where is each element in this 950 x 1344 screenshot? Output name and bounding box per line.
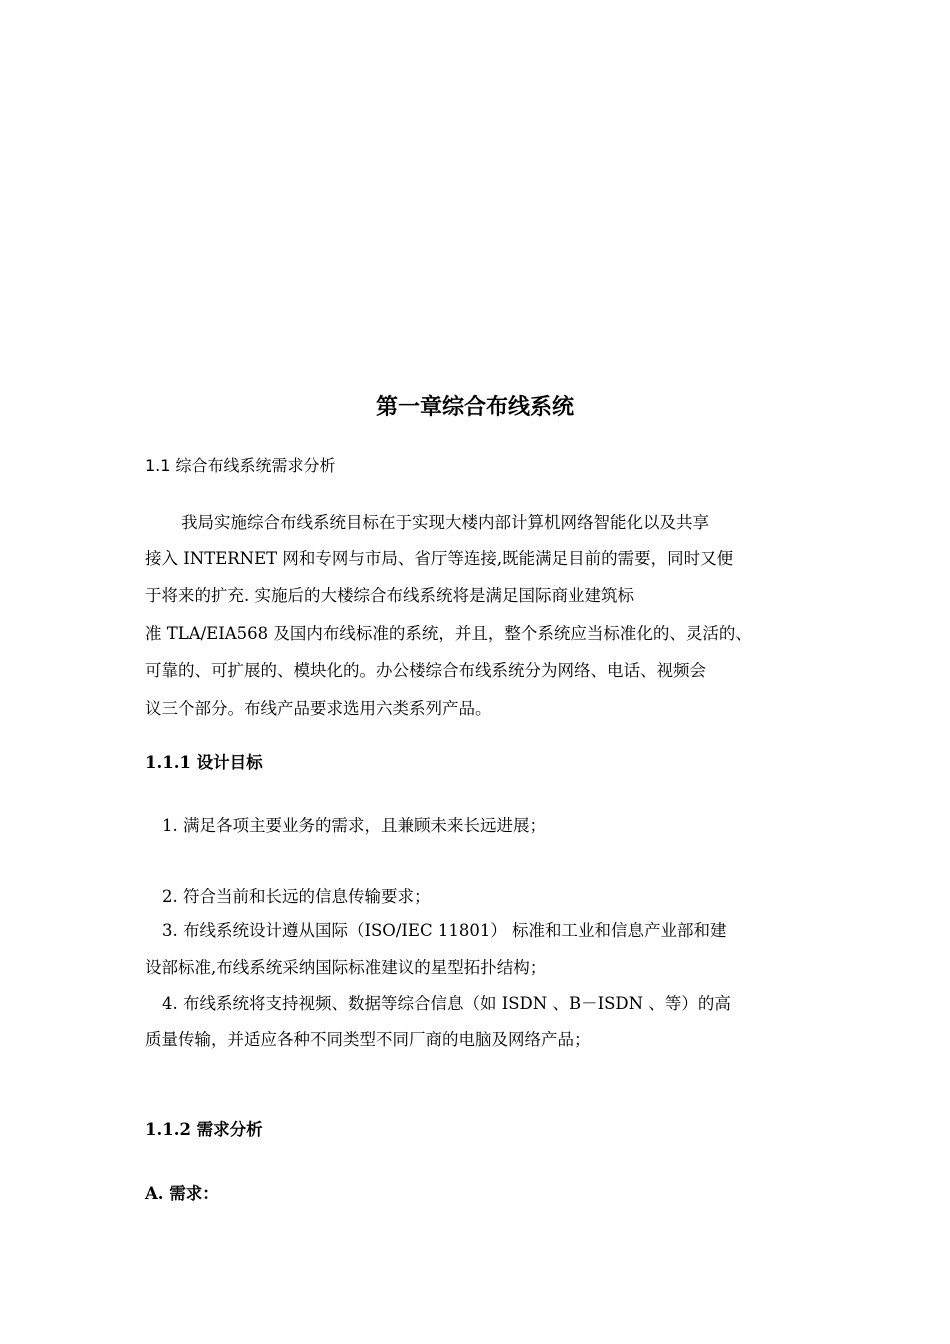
section-heading: 1.1 综合布线系统需求分析 (145, 456, 336, 475)
list-item: 1. 满足各项主要业务的需求，且兼顾未来长远进展； (162, 816, 546, 835)
list-item: 3. 布线系统设计遵从国际（ISO/IEC 11801） 标准和工业和信息产业部和建 (162, 921, 727, 940)
list-item: 2. 符合当前和长远的信息传输要求； (162, 887, 431, 906)
requirements-label-a: A. 需求： (145, 1184, 219, 1203)
paragraph-line: 可靠的、可扩展的、模块化的。办公楼综合布线系统分为网络、电话、视频会 (145, 661, 706, 680)
chapter-title: 第一章综合布线系统 (375, 395, 574, 420)
paragraph-line: 接入 INTERNET 网和专网与市局、省厅等连接,既能满足目前的需要，同时又便 (145, 549, 734, 568)
requirements-heading: 1.1.2 需求分析 (145, 1120, 263, 1139)
paragraph-line: 我局实施综合布线系统目标在于实现大楼内部计算机网络智能化以及共享 (181, 513, 709, 532)
paragraph-line: 议三个部分。布线产品要求选用六类系列产品。 (145, 699, 492, 718)
paragraph-line: 准 TLA/EIA568 及国内布线标准的系统，并且，整个系统应当标准化的、灵活的、 (145, 624, 752, 643)
design-goals-heading: 1.1.1 设计目标 (145, 753, 263, 772)
list-item-continuation: 质量传输，并适应各种不同类型不同厂商的电脑及网络产品； (145, 1030, 591, 1049)
paragraph-line: 于将来的扩充. 实施后的大楼综合布线系统将是满足国际商业建筑标 (145, 586, 634, 605)
list-item: 4. 布线系统将支持视频、数据等综合信息（如 ISDN 、B－ISDN 、等）的高 (162, 994, 731, 1013)
list-item-continuation: 设部标准,布线系统采纳国际标准建议的星型拓扑结构； (145, 958, 547, 977)
